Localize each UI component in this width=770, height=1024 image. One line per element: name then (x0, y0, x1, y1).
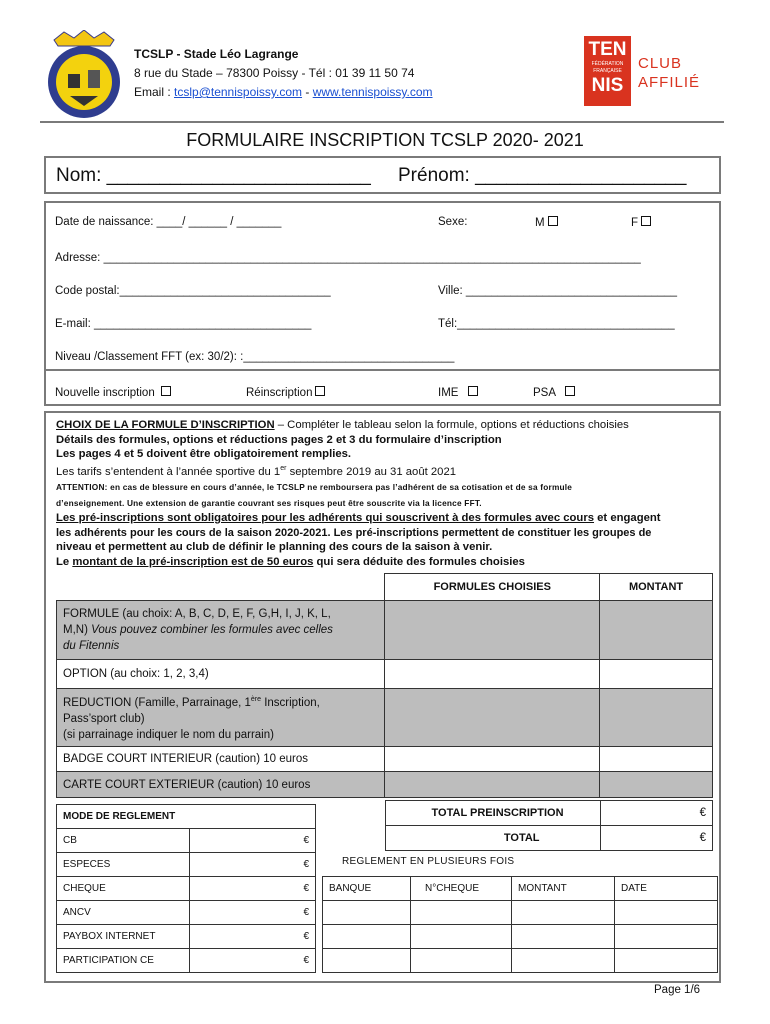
checkbox-f[interactable] (641, 216, 651, 226)
reglement-row (57, 925, 316, 949)
total-row (386, 826, 713, 851)
separator: - (302, 85, 313, 99)
choix-line8: les adhérents pour les cours de la saison 2020-2021. Les pré-inscriptions permettent de constituer les groupes de (56, 526, 652, 539)
choix-line9: niveau et permettent au club de définir le planning des cours de la saison à venir. (56, 541, 493, 554)
checkbox-ime[interactable] (468, 386, 478, 396)
check-reinscription[interactable] (246, 386, 325, 399)
choix-line1 (56, 418, 661, 433)
niveau-field[interactable]: Niveau /Classement FFT (ex: 30/2): :_________________________________ (55, 351, 455, 363)
page-number: Page 1/6 (654, 984, 701, 996)
reglement-mode-label: CB (57, 829, 190, 853)
reglement-row (57, 949, 316, 973)
email-label: Email : (134, 85, 175, 99)
option-label: OPTION (au choix: 1, 2, 3,4) (57, 660, 385, 689)
cp-field[interactable]: Code postal:_________________________________ (55, 285, 331, 297)
formule-l3: du Fitennis (63, 640, 120, 652)
nouvelle-label: Nouvelle inscription (55, 387, 155, 399)
club-line2: AFFILIÉ (638, 74, 701, 91)
formule-l1: FORMULE (au choix: A, B, C, D, E, F, G,H, I, J, K, L, (63, 608, 331, 620)
choix-l4sup: er (280, 464, 287, 472)
cell[interactable] (323, 949, 411, 973)
plusieurs-row (323, 901, 718, 925)
fft-logo-small: FÉDÉRATION FRANÇAISE (591, 61, 624, 74)
sexe-label: Sexe: (438, 216, 468, 228)
sexe-f-label: F (631, 217, 639, 229)
choix-title-rest: – Compléter le tableau selon la formule, options et réductions choisies (274, 419, 629, 431)
row-option (57, 660, 713, 689)
choix-l7u: Les pré-inscriptions sont obligatoires pour les adhérents qui souscrivent à des formules avec cours (56, 512, 595, 525)
choix-title: CHOIX DE LA FORMULE D’INSCRIPTION (56, 419, 275, 431)
reinscription-label: Réinscription (246, 387, 313, 399)
email-field[interactable]: E-mail: __________________________________ (55, 318, 312, 330)
reduction-choice-cell[interactable] (385, 689, 600, 747)
col-banque: BANQUE (323, 877, 411, 901)
reglement-amount[interactable]: € (190, 829, 316, 853)
reduction-label (57, 689, 385, 747)
col-montant2: MONTANT (512, 877, 615, 901)
club-name: TCSLP - Stade Léo Lagrange (134, 47, 299, 61)
tel-field[interactable]: Tél:__________________________________ (438, 318, 675, 330)
inner-divider (46, 369, 719, 371)
prenom-field[interactable]: Prénom: ____________________ (398, 165, 687, 186)
choix-text (56, 418, 661, 570)
reduction-l3: (si parrainage indiquer le nom du parrain) (63, 728, 274, 741)
formule-l2a: M,N) (63, 624, 92, 636)
carte-label: CARTE COURT EXTERIEUR (caution) 10 euros (57, 772, 385, 798)
reduction-l1b: Inscription, (261, 696, 320, 709)
total-pre-label: TOTAL PREINSCRIPTION (386, 801, 601, 826)
plusieurs-table (322, 876, 718, 973)
psa-label: PSA (533, 387, 556, 399)
cell[interactable] (512, 925, 615, 949)
adresse-field[interactable]: Adresse: ____________________________________________________________________________________ (55, 252, 641, 264)
reglement-row (57, 853, 316, 877)
formule-choice-cell[interactable] (385, 601, 600, 660)
sexe-f[interactable] (631, 216, 651, 229)
fft-logo-ten: TEN (588, 39, 627, 60)
reglement-row (57, 901, 316, 925)
sexe-m[interactable] (535, 216, 558, 229)
total-pre-amount[interactable]: € (600, 801, 712, 826)
name-box (44, 156, 721, 194)
club-line1: CLUB (638, 55, 683, 72)
col-date: DATE (615, 877, 718, 901)
reglement-mode-label: PARTICIPATION CE (57, 949, 190, 973)
carte-choice-cell[interactable] (385, 772, 600, 798)
cell[interactable] (411, 925, 512, 949)
row-formule (57, 601, 713, 660)
cell[interactable] (323, 925, 411, 949)
plusieurs-header-row (323, 877, 718, 901)
cell[interactable] (411, 901, 512, 925)
reglement-row (57, 877, 316, 901)
header-blank (57, 574, 385, 601)
club-affilie (638, 54, 700, 92)
reglement-mode-label: PAYBOX INTERNET (57, 925, 190, 949)
check-nouvelle[interactable] (55, 386, 171, 399)
row-carte (57, 772, 713, 798)
reglement-title: MODE DE REGLEMENT (57, 805, 316, 829)
badge-label: BADGE COURT INTERIEUR (caution) 10 euros (57, 747, 385, 772)
checkbox-reinscription[interactable] (315, 386, 325, 396)
badge-choice-cell[interactable] (385, 747, 600, 772)
choix-line4 (56, 462, 661, 479)
cell[interactable] (615, 925, 718, 949)
formule-amount-cell[interactable] (600, 601, 713, 660)
fft-logo-nis: NIS (591, 75, 624, 96)
reglement-mode-label: ESPECES (57, 853, 190, 877)
total-label: TOTAL (386, 826, 601, 851)
choix-line2: Détails des formules, options et réductions pages 2 et 3 du formulaire d’inscription (56, 433, 502, 446)
ime-label: IME (438, 387, 459, 399)
cell[interactable] (323, 901, 411, 925)
choix-line5: ATTENTION: en cas de blessure en cours d’année, le TCSLP ne remboursera pas l’adhérent de sa cotisation et de sa formule (56, 482, 573, 493)
col-formules: FORMULES CHOISIES (385, 574, 600, 601)
choix-l10a: Le (56, 555, 73, 568)
formule-l2b: Vous pouvez combiner les formules avec celles (91, 624, 333, 636)
option-choice-cell[interactable] (385, 660, 600, 689)
reduction-amount-cell[interactable] (600, 689, 713, 747)
club-logo (44, 30, 124, 122)
row-badge (57, 747, 713, 772)
sexe-m-label: M (535, 217, 545, 229)
dob-field[interactable]: Date de naissance: ____/ ______ / _______ (55, 216, 282, 228)
reglement-amount[interactable]: € (190, 949, 316, 973)
formules-table (56, 573, 713, 798)
row-reduction (57, 689, 713, 747)
total-amount[interactable]: € (600, 826, 712, 851)
cell[interactable] (411, 949, 512, 973)
totals-table (385, 800, 713, 851)
header-divider (40, 121, 724, 123)
reglement-mode-label: ANCV (57, 901, 190, 925)
checkbox-psa[interactable] (565, 386, 575, 396)
page-title: FORMULAIRE INSCRIPTION TCSLP 2020- 2021 (186, 130, 584, 150)
choix-l10u: montant de la pré-inscription est de 50 euros (72, 555, 314, 568)
choix-l7r: et engagent (594, 512, 661, 525)
check-psa[interactable] (533, 386, 575, 399)
carte-amount-cell[interactable] (600, 772, 713, 798)
choix-line6: d’enseignement. Une extension de garantie couvrant ses risques peut être souscrite via la licence FFT. (56, 498, 482, 509)
cell[interactable] (512, 949, 615, 973)
plusieurs-row (323, 949, 718, 973)
checkbox-nouvelle[interactable] (161, 386, 171, 396)
reduction-l1a: REDUCTION (Famille, Parrainage, 1 (63, 696, 251, 709)
club-contact (134, 83, 433, 101)
reglement-mode-label: CHEQUE (57, 877, 190, 901)
reglement-amount[interactable]: € (190, 901, 316, 925)
cell[interactable] (512, 901, 615, 925)
club-address: 8 rue du Stade – 78300 Poissy - Tél : 01 39 11 50 74 (134, 66, 415, 80)
website-link[interactable]: www.tennispoissy.com (312, 85, 433, 99)
reduction-sup: ère (250, 696, 262, 704)
choix-l4b: septembre 2019 au 31 août 2021 (286, 465, 457, 478)
reglement-amount[interactable]: € (190, 925, 316, 949)
identity-box (44, 201, 721, 406)
reglement-header-row (57, 805, 316, 829)
cell[interactable] (615, 949, 718, 973)
badge-amount-cell[interactable] (600, 747, 713, 772)
table-header-row (57, 574, 713, 601)
checkbox-m[interactable] (548, 216, 558, 226)
email-link[interactable]: tcslp@tennispoissy.com (174, 85, 303, 99)
reglement-amount[interactable]: € (190, 853, 316, 877)
reglement-row (57, 829, 316, 853)
check-ime[interactable] (438, 386, 478, 399)
choix-l10b: qui sera déduite des formules choisies (313, 555, 525, 568)
formule-label (57, 601, 385, 660)
total-pre-row (386, 801, 713, 826)
reglement-amount[interactable]: € (190, 877, 316, 901)
option-amount-cell[interactable] (600, 660, 713, 689)
col-ncheque: N°CHEQUE (411, 877, 512, 901)
ville-field[interactable]: Ville: _________________________________ (438, 285, 677, 297)
cell[interactable] (615, 901, 718, 925)
reduction-l2: Pass’sport club) (63, 712, 145, 725)
choix-line3: Les pages 4 et 5 doivent être obligatoirement remplies. (56, 448, 352, 461)
col-montant: MONTANT (600, 574, 713, 601)
plusieurs-title: REGLEMENT EN PLUSIEURS FOIS (342, 856, 515, 867)
choix-l4a: Les tarifs s’entendent à l’année sportive du 1 (56, 465, 281, 478)
nom-field[interactable]: Nom: _________________________ (56, 165, 371, 186)
plusieurs-row (323, 925, 718, 949)
reglement-table (56, 804, 316, 973)
fft-logo (584, 36, 631, 106)
